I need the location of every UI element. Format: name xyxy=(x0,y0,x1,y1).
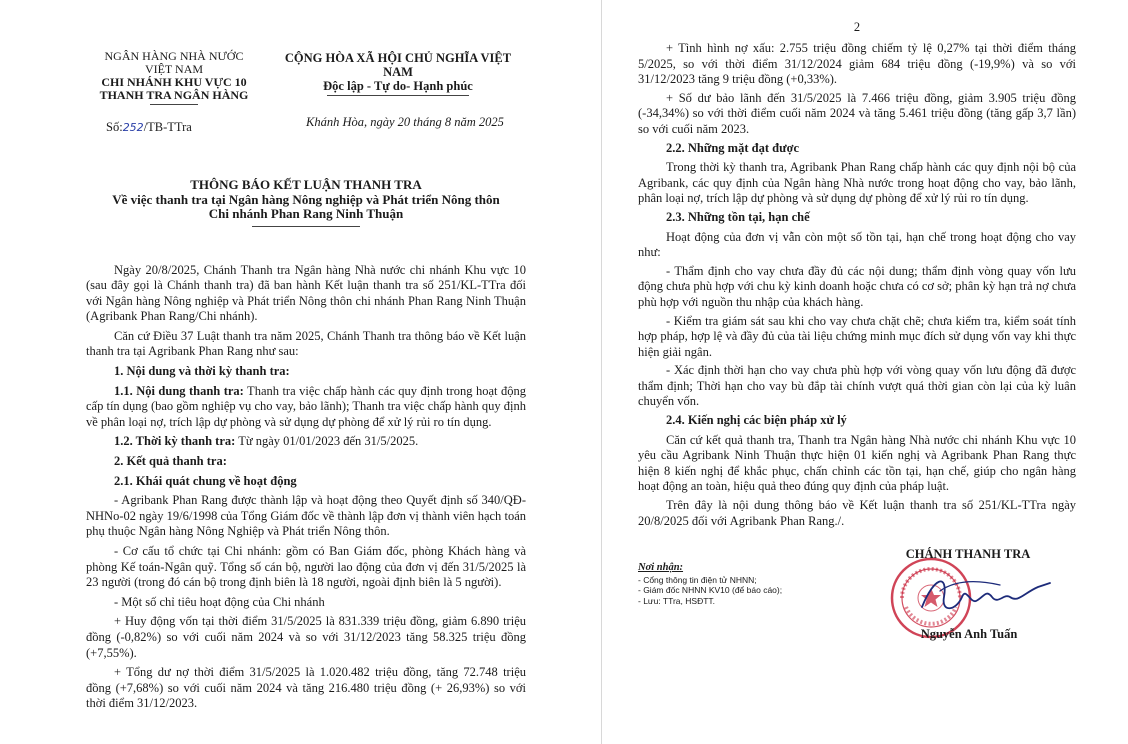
document-number xyxy=(106,120,192,135)
doc-number-prefix: Số: xyxy=(106,120,123,134)
document-title-block xyxy=(86,178,526,227)
section-heading: 2.2. Những mặt đạt được xyxy=(666,140,800,155)
doc-number-handwritten: 252 xyxy=(122,121,144,134)
signer-name: Nguyễn Anh Tuấn xyxy=(920,627,1018,642)
paragraph-text: Thanh tra việc chấp hành các quy định trong hoạt động cấp tín dụng (bao gồm nghiệp vụ cho vay, bảo lãnh); Thanh tra việc chấp hành quy định về phân loại nợ, trích lập dự phòng và sử dụng dự phòng để xử lý rủi ro tín dụng. xyxy=(86,383,526,429)
paragraph xyxy=(86,434,526,450)
header-rule xyxy=(150,104,198,105)
paragraph: + Huy động vốn tại thời điểm 31/5/2025 là 831.339 triệu đồng, giảm 6.890 triệu đồng (-0,82%) so với cuối năm 2024 và so với 31/12/2023 tăng 58.325 triệu đồng (+7,55%). xyxy=(86,614,526,660)
document-subtitle: Về việc thanh tra tại Ngân hàng Nông nghiệp và Phát triển Nông thôn xyxy=(112,191,500,207)
paragraph: Ngày 20/8/2025, Chánh Thanh tra Ngân hàng Nhà nước chi nhánh Khu vực 10 (sau đây gọi là Chánh thanh tra) đã ban hành Kết luận thanh tra số 251/KL-TTra đối với Ngân hàng Nông nghiệp và Phát triển Nông thôn chi nhánh Phan Rang Ninh Thuận (Agribank Phan Rang/Chi nhánh). xyxy=(86,262,526,324)
paragraph: Trên đây là nội dung thông báo về Kết luận thanh tra số 251/KL-TTra ngày 20/8/2025 đối với Agribank Phan Rang./. xyxy=(638,498,1076,528)
national-motto: Độc lập - Tự do- Hạnh phúc xyxy=(323,79,473,93)
page-fold xyxy=(601,0,602,744)
agency-line: VIỆT NAM xyxy=(144,62,204,76)
recipients-label: Nơi nhận: xyxy=(638,562,684,574)
country-name: CỘNG HÒA XÃ HỘI CHỦ NGHĨA VIỆT NAM xyxy=(284,51,512,79)
issuing-agency xyxy=(86,50,262,105)
recipients-list xyxy=(638,563,858,606)
document-subtitle: Chi nhánh Phan Rang Ninh Thuận xyxy=(208,206,404,221)
paragraph: Hoạt động của đơn vị vẫn còn một số tồn tại, hạn chế trong hoạt động cho vay như: xyxy=(638,229,1076,260)
inline-heading: 1.2. Thời kỳ thanh tra: xyxy=(114,434,236,449)
page-1 xyxy=(86,20,526,716)
paragraph: - Agribank Phan Rang được thành lập và hoạt động theo Quyết định số 340/QĐ-NHNo-02 ngày 19/6/1998 của Tổng Giám đốc về thành lập đơn vị thành viên hạch toán phụ thuộc Ngân hàng Nông Nghiệp và Phát triển Nông thôn. xyxy=(86,493,526,539)
inline-heading: 1.1. Nội dung thanh tra: xyxy=(114,383,244,398)
branch-line: THANH TRA NGÂN HÀNG xyxy=(99,88,249,102)
paragraph: + Tổng dư nợ thời điểm 31/5/2025 là 1.020.482 triệu đồng, tăng 72.748 triệu đồng (+7,68%) so với cuối năm 2024 và tăng 216.480 triệu đồng (+ 26,93%) so với thời điểm 31/12/2023. xyxy=(86,665,526,711)
section-heading: 2.3. Những tồn tại, hạn chế xyxy=(666,209,810,224)
section-heading: 2.1. Khái quát chung về hoạt động xyxy=(114,473,297,488)
document-title: THÔNG BÁO KẾT LUẬN THANH TRA xyxy=(190,177,422,192)
branch-line: CHI NHÁNH KHU VỰC 10 xyxy=(101,75,247,89)
signer-title: CHÁNH THANH TRA xyxy=(905,547,1031,562)
paragraph: - Cơ cấu tổ chức tại Chi nhánh: gồm có Ban Giám đốc, phòng Khách hàng và phòng Kế toán-Ngân quỹ. Tổng số cán bộ, người lao động của đơn vị đến 31/5/2025 là 23 người (trong đó cán bộ trong định biên là 18 người, ngoài định biên là 5 người). xyxy=(86,544,526,590)
paragraph: + Số dư bảo lãnh đến 31/5/2025 là 7.466 triệu đồng, giảm 3.905 triệu đồng (-34,34%) so với thời điểm cuối năm 2024 và tăng 5.461 triệu đồng (tăng gấp 3,7 lần) so với cuối năm 2023. xyxy=(638,90,1076,136)
section-heading: 2.4. Kiến nghị các biện pháp xử lý xyxy=(666,413,847,428)
agency-line: NGÂN HÀNG NHÀ NƯỚC xyxy=(104,49,244,63)
recipient-item: - Cổng thông tin điện tử NHNN; xyxy=(638,574,757,585)
paragraph: - Thẩm định cho vay chưa đầy đủ các nội dung; thẩm định vòng quay vốn lưu động chưa phù hợp với chu kỳ kinh doanh hoặc chưa có cơ sở; phân kỳ hạn trả nợ chưa phù hợp với nguồn thu nhập của khách hàng. xyxy=(638,263,1076,309)
handwritten-signature-icon xyxy=(914,567,1054,623)
recipient-item: - Lưu: TTra, HSĐTT. xyxy=(638,595,716,606)
document-header xyxy=(86,20,526,138)
paragraph xyxy=(86,384,526,431)
signature-block xyxy=(638,543,1076,663)
section-heading: 1. Nội dung và thời kỳ thanh tra: xyxy=(114,364,290,379)
paragraph: - Xác định thời hạn cho vay chưa phù hợp với vòng quay vốn lưu động đã được thẩm định; Thời hạn cho vay bù đắp tài chính vượt quá thời gian còn lại của kỳ luân chuyển vốn. xyxy=(638,363,1076,409)
page-2 xyxy=(638,20,1076,663)
paragraph: Trong thời kỳ thanh tra, Agribank Phan Rang chấp hành các quy định nội bộ của Agribank, các quy định của Ngân hàng Nhà nước trong hoạt động cho vay, bảo lãnh, phân loại nợ, trích lập dự phòng và sử dụng dự phòng để xử lý rủi ro tín dụng. xyxy=(638,160,1076,206)
paragraph-text: Từ ngày 01/01/2023 đến 31/5/2025. xyxy=(235,434,419,449)
paragraph: Căn cứ kết quả thanh tra, Thanh tra Ngân hàng Nhà nước chi nhánh Khu vực 10 yêu cầu Agribank Ninh Thuận thực hiện 01 kiến nghị và Agribank Phan Rang thực hiện 8 kiến nghị để khắc phục, chấn chỉnh các tồn tại, hạn chế, giúp cho ngân hàng hoạt động an toàn, hiệu quả theo đúng quy định của pháp luật. xyxy=(638,432,1076,494)
national-heading xyxy=(270,51,526,96)
paragraph: + Tình hình nợ xấu: 2.755 triệu đồng chiếm tỷ lệ 0,27% tại thời điểm tháng 5/2025, so với thời điểm 31/12/2024 giảm 684 triệu đồng (-19,9%) và so với 31/12/2023 tăng 9 triệu đồng (+0,33%). xyxy=(638,41,1076,87)
paragraph: - Một số chỉ tiêu hoạt động của Chi nhánh xyxy=(114,594,325,609)
section-heading: 2. Kết quả thanh tra: xyxy=(114,454,227,469)
doc-number-suffix: /TB-TTra xyxy=(143,120,192,134)
paragraph: - Kiểm tra giám sát sau khi cho vay chưa chặt chẽ; chưa kiểm tra, kiểm soát tính hợp pháp, hợp lệ và đầy đủ của tài liệu chứng minh mục đích sử dụng vốn vay khi thực hiện giải ngân. xyxy=(638,313,1076,359)
issue-date: Khánh Hòa, ngày 20 tháng 8 năm 2025 xyxy=(306,115,504,129)
recipient-item: - Giám đốc NHNN KV10 (để báo cáo); xyxy=(638,585,783,596)
motto-rule xyxy=(327,95,469,96)
paragraph: Căn cứ Điều 37 Luật thanh tra năm 2025, Chánh Thanh tra thông báo về Kết luận thanh tra tại Agribank Phan Rang như sau: xyxy=(86,328,526,359)
page-number: 2 xyxy=(853,20,861,34)
